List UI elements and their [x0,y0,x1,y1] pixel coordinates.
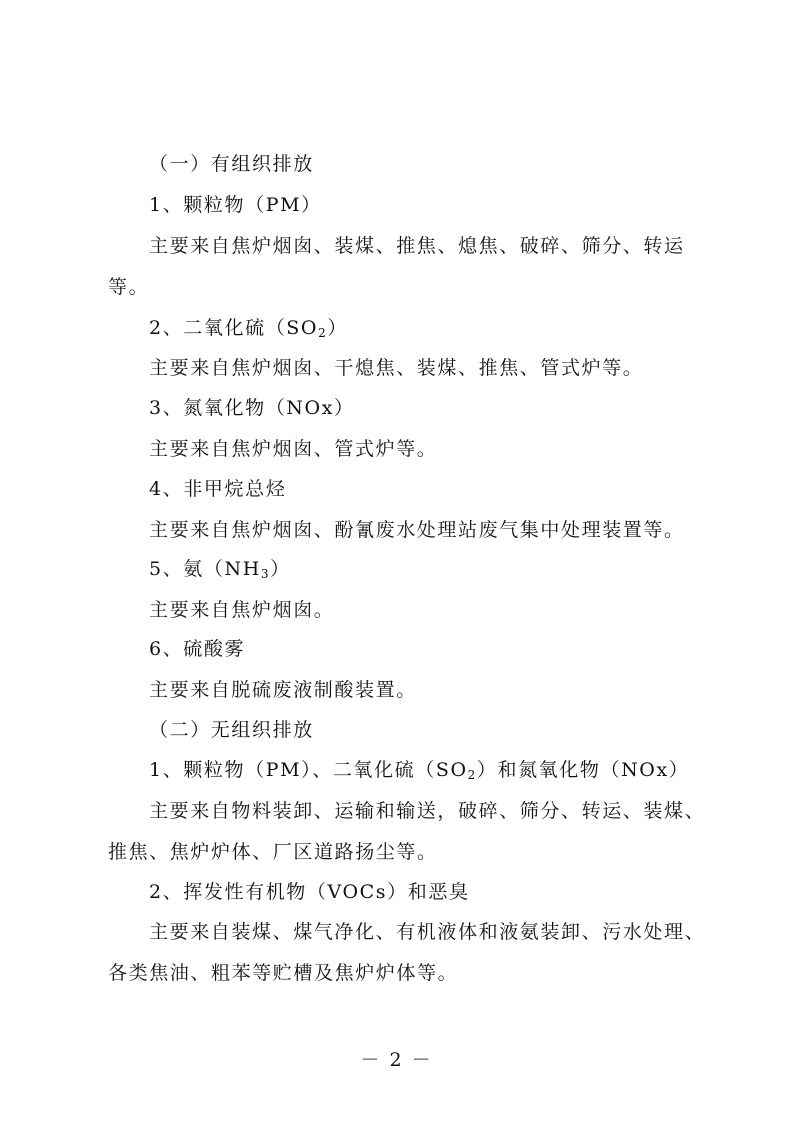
item-heading-nmhc: 4、非甲烷总烃 [149,478,287,500]
item-heading-vocs: 2、挥发性有机物（VOCs）和恶臭 [149,881,470,903]
item-heading-pm: 1、颗粒物（PM） [149,194,322,216]
item-desc-pm-so2-nox: 主要来自物料装卸、运输和输送，破碎、筛分、转运、装煤、 [149,800,706,822]
item-desc-vocs-cont: 各类焦油、粗苯等贮槽及焦炉炉体等。 [108,962,459,984]
page-number: － 2 － [360,1049,433,1071]
item-heading-pm-so2-nox: 1、颗粒物（PM）、二氧化硫$(SO_2)$和氮氧化物（NOx） [149,759,690,782]
item-desc-nmhc: 主要来自焦炉烟囱、酚氰废水处理站废气集中处理装置等。 [149,519,685,541]
section-heading-fugitive: （二）无组织排放 [149,719,314,741]
item-desc-nox: 主要来自焦炉烟囱、管式炉等。 [149,438,438,460]
item-desc-pm-so2-nox-cont: 推焦、焦炉炉体、厂区道路扬尘等。 [108,841,438,863]
item-heading-so2: 2、二氧化硫$(SO_2)$ [149,317,348,340]
item-desc-vocs: 主要来自装煤、煤气净化、有机液体和液氨装卸、污水处理、 [149,921,706,943]
section-heading-organized: （一）有组织排放 [149,153,314,175]
item-heading-acid-mist: 6、硫酸雾 [149,638,246,660]
item-desc-pm: 主要来自焦炉烟囱、装煤、推焦、熄焦、破碎、筛分、转运 [149,235,685,257]
item-heading-nh3: 5、氨$(NH_3)$ [149,558,291,581]
item-desc-acid-mist: 主要来自脱硫废液制酸装置。 [149,679,417,701]
item-desc-nh3: 主要来自焦炉烟囱。 [149,599,335,621]
item-desc-so2: 主要来自焦炉烟囱、干熄焦、装煤、推焦、管式炉等。 [149,357,644,379]
item-heading-nox: 3、氮氧化物（NOx） [149,397,355,419]
item-desc-pm-cont: 等。 [108,276,150,298]
